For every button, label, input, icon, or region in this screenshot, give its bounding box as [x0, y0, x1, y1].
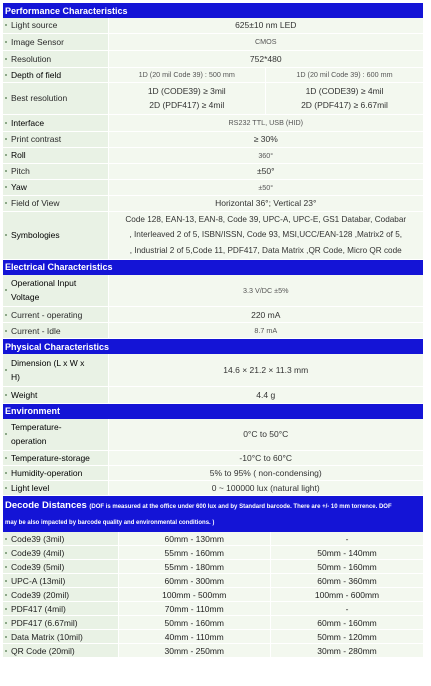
spec-label: Voltage: [11, 292, 40, 303]
decode-note-line: may be also impacted by barcode quality and environmental conditions. ): [5, 520, 215, 526]
spec-value: 0°C to 50°C: [108, 419, 423, 451]
spec-label: Image Sensor: [11, 36, 64, 47]
spec-value: RS232 TTL, USB (HID): [108, 114, 423, 131]
spec-label: Roll: [11, 150, 26, 160]
decode-table: [3, 496, 423, 658]
spec-label: Yaw: [11, 182, 27, 192]
bullet-icon: [5, 122, 7, 124]
bullet-icon: [5, 472, 7, 474]
decode-range-a: 40mm - 110mm: [118, 630, 271, 644]
decode-range-a: 55mm - 180mm: [118, 560, 271, 574]
spec-label: Light level: [11, 483, 50, 493]
spec-row-yaw: [3, 179, 423, 195]
spec-row-light-source: [3, 18, 423, 33]
spec-value: 8.7 mA: [108, 323, 423, 339]
spec-row-best-resolution: [3, 82, 423, 114]
spec-value: [108, 211, 423, 259]
decode-range-a: 70mm - 110mm: [118, 602, 271, 616]
bullet-icon: [5, 234, 7, 236]
bullet-icon: [5, 538, 7, 540]
bullet-icon: [5, 457, 7, 459]
section-header-decode: [3, 496, 423, 532]
bullet-icon: [5, 636, 7, 638]
decode-row: [3, 532, 423, 546]
decode-range-b: 30mm - 280mm: [271, 644, 424, 658]
spec-value: 220 mA: [108, 307, 423, 323]
decode-row: [3, 560, 423, 574]
spec-row-current-idle: [3, 323, 423, 339]
decode-label: QR Code (20mil): [11, 645, 75, 656]
spec-label: Light source: [11, 20, 58, 31]
spec-value: 3.3 V/DC ±5%: [108, 275, 423, 307]
spec-row-print-contrast: [3, 131, 423, 147]
decode-note-line: DOF is measured at the office under 600 lux and by Standard barcode. There are +/- 10 mm torrence. DOF: [91, 504, 392, 510]
spec-label: Current - operating: [11, 309, 83, 320]
decode-label: PDF417 (4mil): [11, 603, 66, 614]
spec-row-operational-input: [3, 275, 423, 307]
decode-label: Code39 (4mil): [11, 547, 65, 558]
spec-value-b: [266, 82, 424, 114]
spec-row-temp-storage: [3, 451, 423, 466]
decode-label: UPC-A (13mil): [11, 575, 66, 586]
decode-title: Decode Distances: [5, 500, 87, 511]
bullet-icon: [5, 566, 7, 568]
section-header-electrical: Electrical Characteristics: [3, 260, 423, 275]
decode-row: [3, 644, 423, 658]
performance-table: [3, 3, 423, 260]
spec-label: Best resolution: [11, 93, 68, 103]
spec-label: Field of View: [11, 198, 60, 208]
decode-range-a: 60mm - 130mm: [118, 532, 271, 546]
decode-label: Code39 (20mil): [11, 589, 70, 600]
spec-value-a: 1D (20 mil Code 39) : 500 mm: [108, 67, 266, 82]
decode-range-a: 100mm - 500mm: [118, 588, 271, 602]
bullet-icon: [5, 58, 7, 60]
bullet-icon: [5, 74, 7, 76]
spec-value-line: 2D (PDF417) ≥ 6.67mil: [301, 100, 388, 110]
spec-value: 752*480: [108, 50, 423, 67]
decode-range-b: 50mm - 140mm: [271, 546, 424, 560]
spec-label: Resolution: [11, 53, 52, 64]
decode-row: [3, 546, 423, 560]
decode-label: Data Matrix (10mil): [11, 631, 83, 642]
bullet-icon: [5, 650, 7, 652]
bullet-icon: [5, 552, 7, 554]
decode-note: (DOF is measured at the office under 600 lux and by Standard barcode. There are +/- 10 mm torrence. DOF: [89, 504, 392, 510]
spec-label: Depth of field: [11, 69, 62, 80]
spec-label: operation: [11, 436, 47, 447]
bullet-icon: [5, 97, 7, 99]
spec-value: 4.4 g: [108, 386, 423, 403]
spec-value: 5% to 95% ( non-condensing): [108, 466, 423, 481]
bullet-icon: [5, 41, 7, 43]
spec-label: Weight: [11, 389, 38, 400]
spec-value-a: [108, 82, 266, 114]
spec-row-symbologies: [3, 211, 423, 259]
decode-row: [3, 574, 423, 588]
spec-value-line: , Interleaved 2 of 5, ISBN/ISSN, Code 93, MSI,UCC/EAN-128 ,Matrix2 of 5,: [129, 230, 403, 240]
spec-row-current-operating: [3, 307, 423, 323]
decode-range-b: 100mm - 600mm: [271, 588, 424, 602]
decode-range-a: 30mm - 250mm: [118, 644, 271, 658]
spec-row-pitch: [3, 163, 423, 179]
bullet-icon: [5, 289, 7, 291]
decode-range-a: 55mm - 160mm: [118, 546, 271, 560]
bullet-icon: [5, 186, 7, 188]
spec-row-image-sensor: [3, 33, 423, 50]
bullet-icon: [5, 433, 7, 435]
decode-row: [3, 588, 423, 602]
spec-sheet: [3, 3, 423, 658]
decode-range-b: -: [271, 532, 424, 546]
bullet-icon: [5, 580, 7, 582]
spec-value-line: 2D (PDF417) ≥ 4mil: [149, 100, 225, 110]
section-header-performance: Performance Characteristics: [3, 3, 423, 18]
bullet-icon: [5, 170, 7, 172]
spec-label: H): [11, 371, 20, 382]
spec-value: 14.6 × 21.2 × 11.3 mm: [108, 354, 423, 386]
bullet-icon: [5, 330, 7, 332]
spec-value: ±50°: [108, 163, 423, 179]
decode-range-b: -: [271, 602, 424, 616]
spec-row-dimension: [3, 354, 423, 386]
decode-label: Code39 (5mil): [11, 561, 65, 572]
bullet-icon: [5, 138, 7, 140]
spec-row-humidity: [3, 466, 423, 481]
bullet-icon: [5, 394, 7, 396]
spec-label: Humidity-operation: [11, 468, 83, 478]
spec-row-depth-of-field: [3, 67, 423, 82]
decode-row: [3, 630, 423, 644]
bullet-icon: [5, 314, 7, 316]
decode-row: [3, 602, 423, 616]
spec-row-field-of-view: [3, 195, 423, 211]
bullet-icon: [5, 24, 7, 26]
spec-label: Pitch: [11, 166, 30, 176]
spec-value-line: Code 128, EAN-13, EAN-8, Code 39, UPC-A, UPC-E, GS1 Databar, Codabar: [125, 214, 407, 224]
spec-value: -10°C to 60°C: [108, 451, 423, 466]
spec-row-roll: [3, 147, 423, 163]
section-header-physical: Physical Characteristics: [3, 339, 423, 354]
decode-range-b: 50mm - 120mm: [271, 630, 424, 644]
decode-rows: [3, 532, 423, 658]
environment-table: [3, 404, 423, 497]
bullet-icon: [5, 369, 7, 371]
spec-row-light-level: [3, 481, 423, 496]
spec-value: 360°: [108, 147, 423, 163]
spec-value-b: 1D (20 mil Code 39) : 600 mm: [266, 67, 424, 82]
bullet-icon: [5, 154, 7, 156]
spec-value: ≥ 30%: [108, 131, 423, 147]
decode-range-b: 50mm - 160mm: [271, 560, 424, 574]
spec-label: Dimension (L x W x: [11, 357, 85, 368]
spec-label: Operational Input: [11, 278, 77, 289]
spec-row-weight: [3, 386, 423, 403]
decode-range-a: 50mm - 160mm: [118, 616, 271, 630]
section-header-environment: Environment: [3, 404, 423, 419]
spec-label: Current - Idle: [11, 325, 61, 336]
spec-row-temp-operation: [3, 419, 423, 451]
decode-label: PDF417 (6.67mil): [11, 617, 78, 628]
spec-label: Temperature-storage: [11, 453, 90, 463]
spec-value: 625±10 nm LED: [108, 18, 423, 33]
spec-value: ±50°: [108, 179, 423, 195]
physical-table: [3, 339, 423, 404]
decode-range-a: 60mm - 300mm: [118, 574, 271, 588]
spec-value: 0 ~ 100000 lux (natural light): [108, 481, 423, 496]
decode-range-b: 60mm - 160mm: [271, 616, 424, 630]
bullet-icon: [5, 594, 7, 596]
spec-label: Interface: [11, 117, 45, 128]
decode-row: [3, 616, 423, 630]
bullet-icon: [5, 202, 7, 204]
spec-value: CMOS: [108, 33, 423, 50]
bullet-icon: [5, 608, 7, 610]
spec-label: Symbologies: [11, 230, 60, 240]
spec-row-interface: [3, 114, 423, 131]
spec-label: Print contrast: [11, 134, 62, 144]
spec-value-line: 1D (CODE39) ≥ 3mil: [147, 86, 226, 96]
bullet-icon: [5, 487, 7, 489]
spec-value-line: , Industrial 2 of 5,Code 11, PDF417, Data Matrix ,QR Code, Micro QR code: [129, 245, 402, 255]
electrical-table: [3, 260, 423, 340]
spec-label: Temperature-: [11, 422, 62, 433]
decode-label: Code39 (3mil): [11, 533, 65, 544]
bullet-icon: [5, 622, 7, 624]
spec-value-line: 1D (CODE39) ≥ 4mil: [305, 86, 384, 96]
spec-value: Horizontal 36°; Vertical 23°: [108, 195, 423, 211]
spec-row-resolution: [3, 50, 423, 67]
decode-range-b: 60mm - 360mm: [271, 574, 424, 588]
